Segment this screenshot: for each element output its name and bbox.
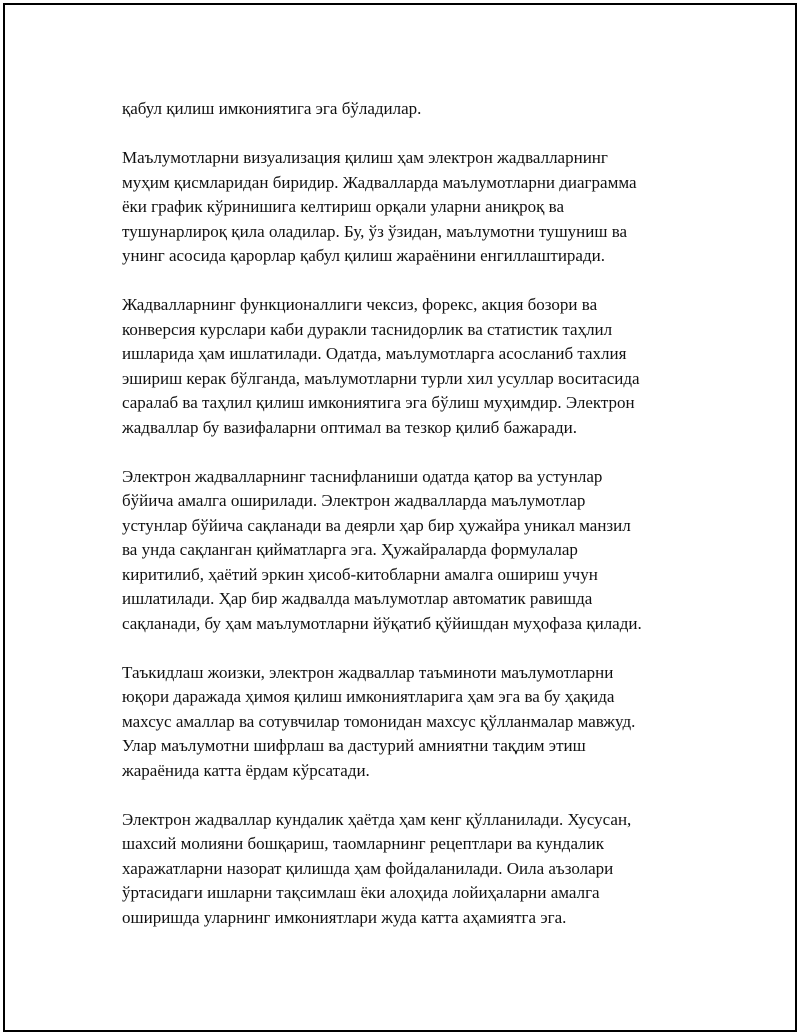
paragraph-line: ёки график кўринишига келтириш орқали уларни аниқроқ ва: [122, 197, 564, 216]
paragraph-line: муҳим қисмларидан биридир. Жадвалларда маълумотларни диаграмма: [122, 172, 637, 192]
paragraph-3: [122, 293, 702, 440]
paragraph-line: саралаб ва таҳлил қилиш имкониятига эга бўлиш муҳимдир. Электрон: [122, 393, 635, 412]
paragraph-line: конверсия курслари каби дуракли таснидорлик ва статистик таҳлил: [122, 319, 613, 339]
paragraph-line: жадваллар бу вазифаларни оптимал ва тезкор қилиб бажаради.: [122, 417, 577, 437]
paragraph-line: Улар маълумотни шифрлаш ва дастурий амниятни тақдим этиш: [122, 736, 586, 755]
paragraph-line: ва унда сақланган қийматларга эга. Ҳужайраларда формулалар: [122, 540, 578, 559]
paragraph-line: оширишда уларнинг имкониятлари жуда катта аҳамиятга эга.: [122, 907, 567, 927]
paragraph-5: [122, 661, 702, 784]
paragraph-line: киритилиб, ҳаётий эркин ҳисоб-китобларни амалга ошириш учун: [122, 564, 598, 584]
paragraph-line: ўртасидаги ишларни тақсимлаш ёки алоҳида лойиҳаларни амалга: [122, 883, 600, 902]
paragraph-line: тушунарлироқ қила оладилар. Бу, ўз ўзидан, маълумотни тушуниш ва: [122, 221, 628, 241]
paragraph-line: жараёнида катта ёрдам кўрсатади.: [122, 760, 370, 780]
paragraph-line: эшириш керак бўлганда, маълумотларни турли хил усуллар воситасида: [122, 368, 640, 388]
paragraph-line: унинг асосида қарорлар қабул қилиш жараёнини енгиллаштиради.: [122, 246, 605, 265]
document-body: [122, 97, 702, 955]
paragraph-line: Электрон жадвалларнинг таснифланиши одатда қатор ва устунлар: [122, 466, 603, 486]
paragraph-6: [122, 808, 702, 931]
paragraph-line: ишлатилади. Ҳар бир жадвалда маълумотлар автоматик равишда: [122, 589, 593, 608]
paragraph-line: Маълумотларни визуализация қилиш ҳам электрон жадвалларнинг: [122, 148, 608, 167]
paragraph-line: шахсий молияни бошқариш, таомларнинг рецептлари ва кундалик: [122, 834, 604, 853]
paragraph-line: Электрон жадваллар кундалик ҳаётда ҳам кенг қўлланилади. Хусусан,: [122, 809, 632, 829]
paragraph-line: бўйича амалга оширилади. Электрон жадвалларда маълумотлар: [122, 491, 586, 510]
paragraph-line: харажатларни назорат қилишда ҳам фойдаланилади. Оила аъзолари: [122, 858, 614, 878]
paragraph-line: ишларида ҳам ишлатилади. Одатда, маълумотларга асосланиб тахлия: [122, 344, 627, 363]
paragraph-line: махсус амаллар ва сотувчилар томонидан махсус қўлланмалар мавжуд.: [122, 711, 636, 731]
paragraph-line: қабул қилиш имкониятига эга бўладилар.: [122, 99, 422, 118]
paragraph-1: [122, 97, 702, 122]
document-page: [3, 3, 797, 1032]
paragraph-line: устунлар бўйича сақланади ва деярли ҳар бир ҳужайра уникал манзил: [122, 515, 631, 535]
paragraph-line: сақланади, бу ҳам маълумотларни йўқатиб қўйишдан муҳофаза қилади.: [122, 613, 642, 633]
paragraph-line: Жадвалларнинг функционаллиги чексиз, форекс, акция бозори ва: [122, 295, 598, 314]
paragraph-4: [122, 465, 702, 637]
paragraph-2: [122, 146, 702, 269]
paragraph-line: юқори даражада ҳимоя қилиш имкониятларига ҳам эга ва бу ҳақида: [122, 687, 615, 706]
paragraph-line: Таъкидлаш жоизки, электрон жадваллар таъминоти маълумотларни: [122, 662, 614, 682]
